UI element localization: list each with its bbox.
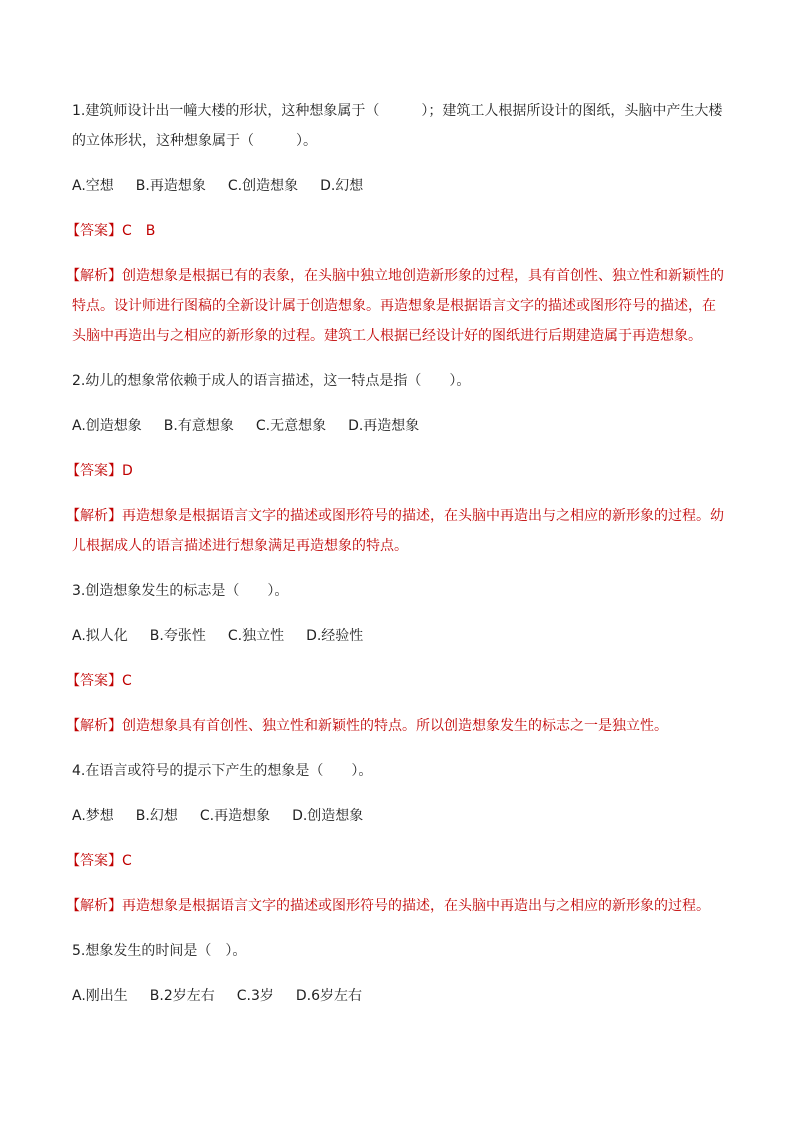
answer-value: D	[122, 463, 133, 479]
option-d: D.再造想象	[348, 418, 420, 434]
option-d: D.经验性	[306, 628, 364, 644]
question-2-options	[72, 411, 727, 441]
option-a: A.创造想象	[72, 418, 142, 434]
option-a: A.梦想	[72, 808, 114, 824]
analysis-text: 再造想象是根据语言文字的描述或图形符号的描述，在头脑中再造出与之相应的新形象的过程。幼儿根据成人的语言描述进行想象满足再造想象的特点。	[72, 508, 724, 554]
answer-value: C	[122, 853, 132, 869]
option-c: C.独立性	[227, 628, 285, 644]
question-4-options	[72, 801, 727, 831]
question-3-stem: 3.创造想象发生的标志是（ ）。	[72, 583, 289, 599]
option-a: A.拟人化	[72, 628, 128, 644]
question-4-analysis	[66, 891, 727, 921]
question-2-analysis	[66, 501, 727, 561]
analysis-text: 创造想象具有首创性、独立性和新颖性的特点。所以创造想象发生的标志之一是独立性。	[122, 718, 668, 734]
question-1-answer	[66, 216, 727, 246]
question-4-answer	[66, 846, 727, 876]
question-5-options	[72, 981, 727, 1011]
option-b: B.夸张性	[149, 628, 206, 644]
option-b: B.再造想象	[135, 178, 206, 194]
analysis-text: 创造想象是根据已有的表象，在头脑中独立地创造新形象的过程，具有首创性、独立性和新颖性的特点。设计师进行图稿的全新设计属于创造想象。再造想象是根据语言文字的描述或图形符号的描述，在头脑中再造出与之相应的新形象的过程。建筑工人根据已经设计好的图纸进行后期建造属于再造想象。	[72, 268, 724, 344]
answer-tag: 【答案】	[66, 223, 122, 239]
option-d: D.幻想	[320, 178, 364, 194]
question-1-stem: 1.建筑师设计出一幢大楼的形状，这种想象属于（ ）；建筑工人根据所设计的图纸，头脑中产生大楼的立体形状，这种想象属于（ ）。	[72, 103, 723, 149]
option-c: C.创造想象	[227, 178, 299, 194]
option-b: B.有意想象	[163, 418, 234, 434]
analysis-tag: 【解析】	[66, 268, 122, 284]
option-d: D.6岁左右	[295, 988, 363, 1004]
option-b: B.幻想	[135, 808, 178, 824]
question-3-options	[72, 621, 727, 651]
option-d: D.创造想象	[292, 808, 364, 824]
analysis-tag: 【解析】	[66, 898, 122, 914]
option-c: C.3岁	[236, 988, 274, 1004]
answer-tag: 【答案】	[66, 673, 122, 689]
answer-tag: 【答案】	[66, 853, 122, 869]
question-1-options	[72, 171, 727, 201]
option-a: A.空想	[72, 178, 114, 194]
question-3-analysis	[66, 711, 727, 741]
answer-value: C B	[122, 223, 156, 239]
option-c: C.无意想象	[255, 418, 327, 434]
analysis-text: 再造想象是根据语言文字的描述或图形符号的描述，在头脑中再造出与之相应的新形象的过程。	[122, 898, 710, 914]
document-page	[66, 96, 727, 1026]
question-1-analysis	[66, 261, 727, 351]
question-2-answer	[66, 456, 727, 486]
option-a: A.刚出生	[72, 988, 128, 1004]
question-3-answer	[66, 666, 727, 696]
answer-tag: 【答案】	[66, 463, 122, 479]
option-b: B.2岁左右	[149, 988, 215, 1004]
analysis-tag: 【解析】	[66, 718, 122, 734]
question-5-stem: 5.想象发生的时间是（ ）。	[72, 943, 247, 959]
question-2-stem: 2.幼儿的想象常依赖于成人的语言描述，这一特点是指（ ）。	[72, 373, 471, 389]
question-4-stem: 4.在语言或符号的提示下产生的想象是（ ）。	[72, 763, 373, 779]
option-c: C.再造想象	[199, 808, 271, 824]
answer-value: C	[122, 673, 132, 689]
analysis-tag: 【解析】	[66, 508, 122, 524]
